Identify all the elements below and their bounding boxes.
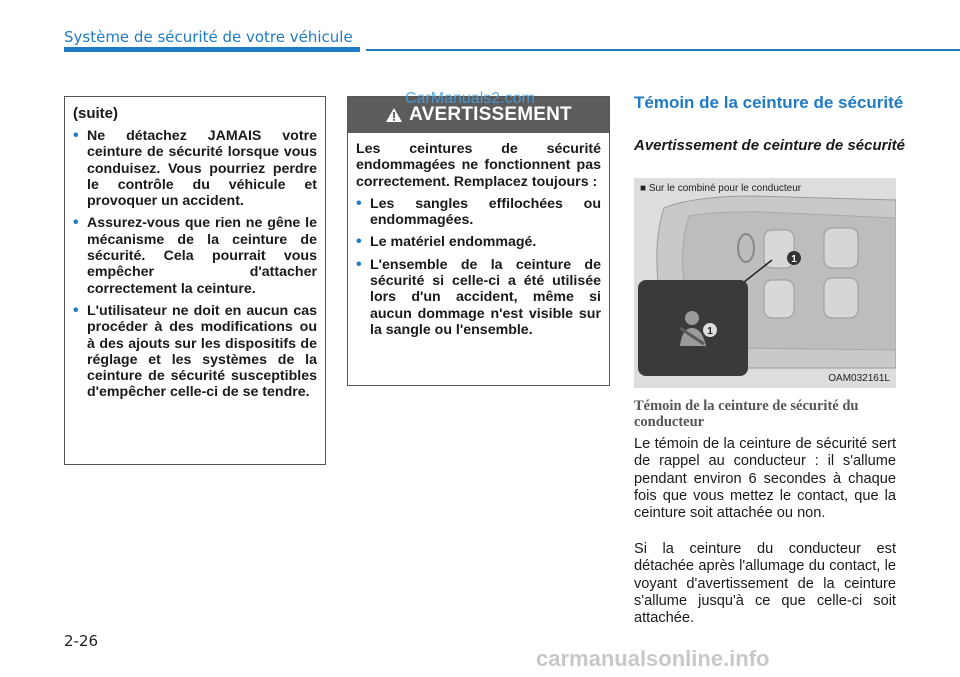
inset-callout-number: 1 [707,326,713,337]
section-heading: Témoin de la ceinture de sécurité [634,93,904,112]
list-item: • L'utilisateur ne doit en aucun cas procéder à des modifications ou à des ajouts sur les dispositifs de réglage et les systèmes de la ceinture de sécurité susceptibles d'empêcher celle-ci de se tendre. [73,303,317,401]
list-item: • Ne détachez JAMAIS votre ceinture de sécurité lorsque vous conduisez. Vous pourriez perdre le contrôle du véhicule et provoquer un accident. [73,128,317,209]
callout-number: 1 [791,254,797,265]
watermark-top: CarManuals2.com [405,90,535,107]
figure-caption: ■ Sur le combiné pour le conducteur [640,183,802,194]
notes-list [73,128,317,401]
warning-title: AVERTISSEMENT [409,104,572,125]
warning-box [347,96,610,386]
driver-seatbelt-title: Témoin de la ceinture de sécurité du conducteur [634,398,859,430]
section-subheading: Avertissement de ceinture de sécurité [634,137,905,154]
list-item: • Assurez-vous que rien ne gêne le mécanisme de la ceinture de sécurité. Cela pourrait vous empêcher d'attacher correctement la ceinture. [73,215,317,296]
figure-code: OAM032161L [828,373,890,384]
page-number: 2-26 [64,632,99,650]
box-caption: (suite) [73,105,118,122]
warning-list [356,196,601,338]
list-item: • L'ensemble de la ceinture de sécurité si celle-ci a été utilisée lors d'un accident, même si aucun dommage n'est visible sur la sangle ou l'ensemble. [356,257,601,338]
continued-notes-box [64,96,326,465]
paragraph: Si la ceinture du conducteur est détachée après l'allumage du contact, le voyant d'avertissement de la ceinture s'allume jusqu'à ce que celle-ci soit attachée. [634,541,896,627]
list-item: • Le matériel endommagé. [356,234,601,250]
paragraph: Le témoin de la ceinture de sécurité sert de rappel au conducteur : il s'allume pendant environ 6 secondes à chaque fois que vous mettez le contact, que la ceinture soit attachée ou non. [634,436,896,522]
dashboard-figure [634,178,896,388]
section-header-title: Système de sécurité de votre véhicule [64,28,353,46]
warning-intro: Les ceintures de sécurité endommagées ne fonctionnent pas correctement. Remplacez toujours : [356,141,601,190]
watermark-bottom: carmanualsonline.info [536,646,770,671]
header-rule-thick [64,47,360,52]
header-rule-thin [366,49,960,51]
car-top-view-icon [634,178,896,388]
list-item: • Les sangles effilochées ou endommagées. [356,196,601,229]
warning-triangle-icon [385,107,403,123]
